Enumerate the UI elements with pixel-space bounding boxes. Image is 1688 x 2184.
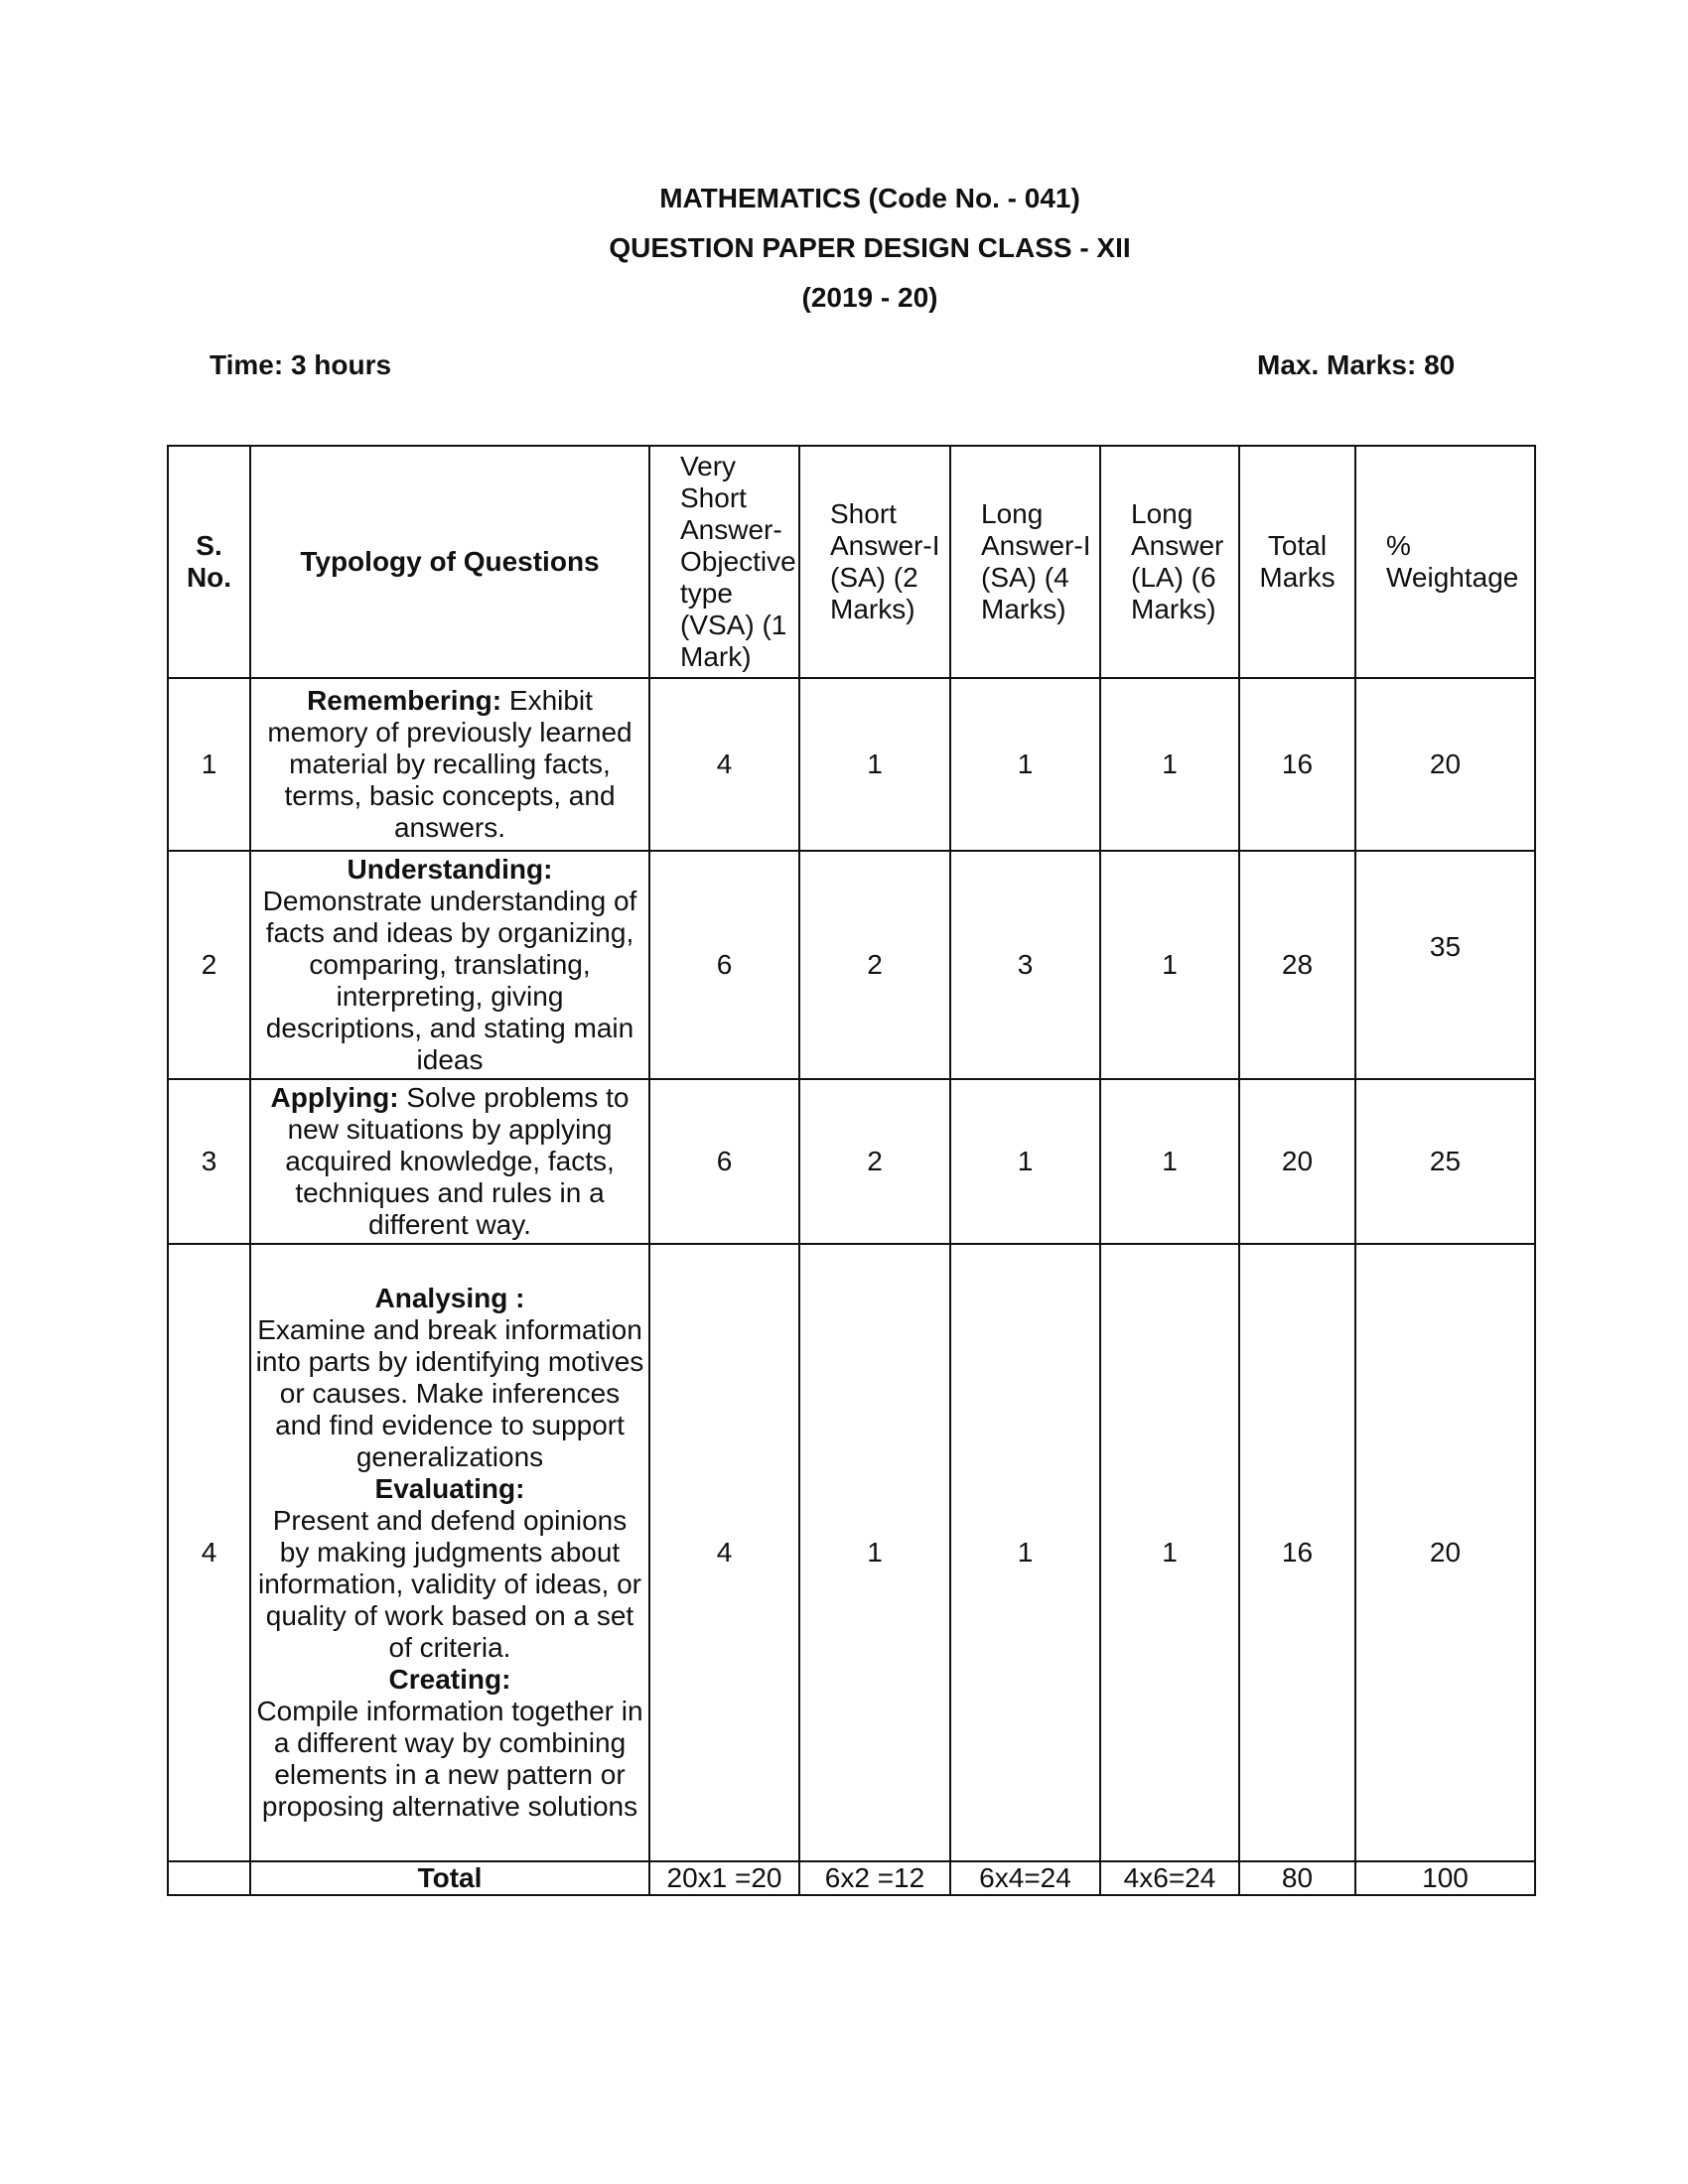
total-sa1: 6x2 =12 (799, 1861, 950, 1895)
cell-total: 16 (1239, 1244, 1355, 1861)
col-header-la: Long Answer (LA) (6 Marks) (1100, 446, 1239, 678)
table-row (168, 1079, 1535, 1244)
typology-label: Evaluating: (374, 1473, 525, 1504)
weightage-value: 35 (1429, 931, 1462, 962)
cell-sa1: 1 (799, 678, 950, 851)
cell-total: 20 (1239, 1079, 1355, 1244)
time-allowed: Time: 3 hours (210, 349, 392, 380)
total-marks: 80 (1239, 1861, 1355, 1895)
cell-weightage: 20 (1355, 678, 1535, 851)
cell-sno: 3 (168, 1079, 250, 1244)
typology-description: Present and defend opinions by making judgments about information, validity of ideas, or quality of work based on a set of criteria. (258, 1505, 641, 1663)
typology-description: Examine and break information into parts by identifying motives or causes. Make inferences and find evidence to support generalizations (255, 1314, 644, 1472)
cell-sno-empty (168, 1861, 250, 1895)
document-title: MATHEMATICS (Code No. - 041) (659, 183, 1080, 213)
typology-description: Demonstrate understanding of facts and ideas by organizing, comparing, translating, interpreting, giving descriptions, and stating main ideas (262, 886, 637, 1075)
cell-la: 1 (1100, 1244, 1239, 1861)
cell-la: 1 (1100, 851, 1239, 1079)
total-la: 4x6=24 (1100, 1861, 1239, 1895)
cell-sa1: 1 (799, 1244, 950, 1861)
cell-typology (250, 1244, 649, 1861)
cell-sa1: 2 (799, 851, 950, 1079)
cell-typology (250, 851, 649, 1079)
cell-la: 1 (1100, 1079, 1239, 1244)
cell-sa1: 2 (799, 1079, 950, 1244)
question-paper-design-table (167, 445, 1536, 1896)
total-sa2: 6x4=24 (950, 1861, 1100, 1895)
cell-total: 16 (1239, 678, 1355, 851)
col-header-sa1: Short Answer-I (SA) (2 Marks) (799, 446, 950, 678)
typology-description: Compile information together in a different way by combining elements in a new pattern or proposing alternative solutions (256, 1696, 643, 1822)
col-header-weightage: % Weightage (1355, 446, 1535, 678)
cell-sno: 4 (168, 1244, 250, 1861)
cell-weightage (1355, 851, 1535, 1079)
typology-description: Solve problems to new situations by applying acquired knowledge, facts, techniques and rules in a different way. (285, 1082, 630, 1240)
max-marks: Max. Marks: 80 (1257, 349, 1456, 380)
cell-vsa: 4 (649, 1244, 799, 1861)
cell-weightage: 20 (1355, 1244, 1535, 1861)
total-vsa: 20x1 =20 (649, 1861, 799, 1895)
document-subtitle: QUESTION PAPER DESIGN CLASS - XII (609, 232, 1131, 263)
cell-sa2: 1 (950, 678, 1100, 851)
document-year: (2019 - 20) (801, 282, 938, 313)
cell-vsa: 6 (649, 851, 799, 1079)
cell-typology (250, 1079, 649, 1244)
col-header-vsa: Very Short Answer-Objective type (VSA) (1 Mark) (649, 446, 799, 678)
cell-typology (250, 678, 649, 851)
cell-sno: 1 (168, 678, 250, 851)
col-header-typology: Typology of Questions (250, 446, 649, 678)
col-header-sno: S. No. (168, 446, 250, 678)
total-row (168, 1861, 1535, 1895)
cell-total: 28 (1239, 851, 1355, 1079)
cell-sa2: 1 (950, 1079, 1100, 1244)
col-header-total: Total Marks (1239, 446, 1355, 678)
table-row (168, 678, 1535, 851)
col-header-sa2: Long Answer-I (SA) (4 Marks) (950, 446, 1100, 678)
cell-sa2: 1 (950, 1244, 1100, 1861)
table-row (168, 851, 1535, 1079)
typology-label: Analysing : (374, 1283, 525, 1313)
cell-vsa: 4 (649, 678, 799, 851)
typology-label: Understanding: (347, 854, 553, 885)
total-label: Total (250, 1861, 649, 1895)
table-row (168, 1244, 1535, 1861)
cell-sa2: 3 (950, 851, 1100, 1079)
cell-vsa: 6 (649, 1079, 799, 1244)
cell-weightage: 25 (1355, 1079, 1535, 1244)
typology-label: Applying: (270, 1082, 399, 1113)
typology-label: Remembering: (307, 685, 502, 716)
typology-description: Exhibit memory of previously learned material by recalling facts, terms, basic concepts, and answers. (267, 685, 633, 843)
total-weightage: 100 (1355, 1861, 1535, 1895)
table-header-row (168, 446, 1535, 678)
cell-la: 1 (1100, 678, 1239, 851)
cell-sno: 2 (168, 851, 250, 1079)
typology-label: Creating: (388, 1664, 511, 1695)
